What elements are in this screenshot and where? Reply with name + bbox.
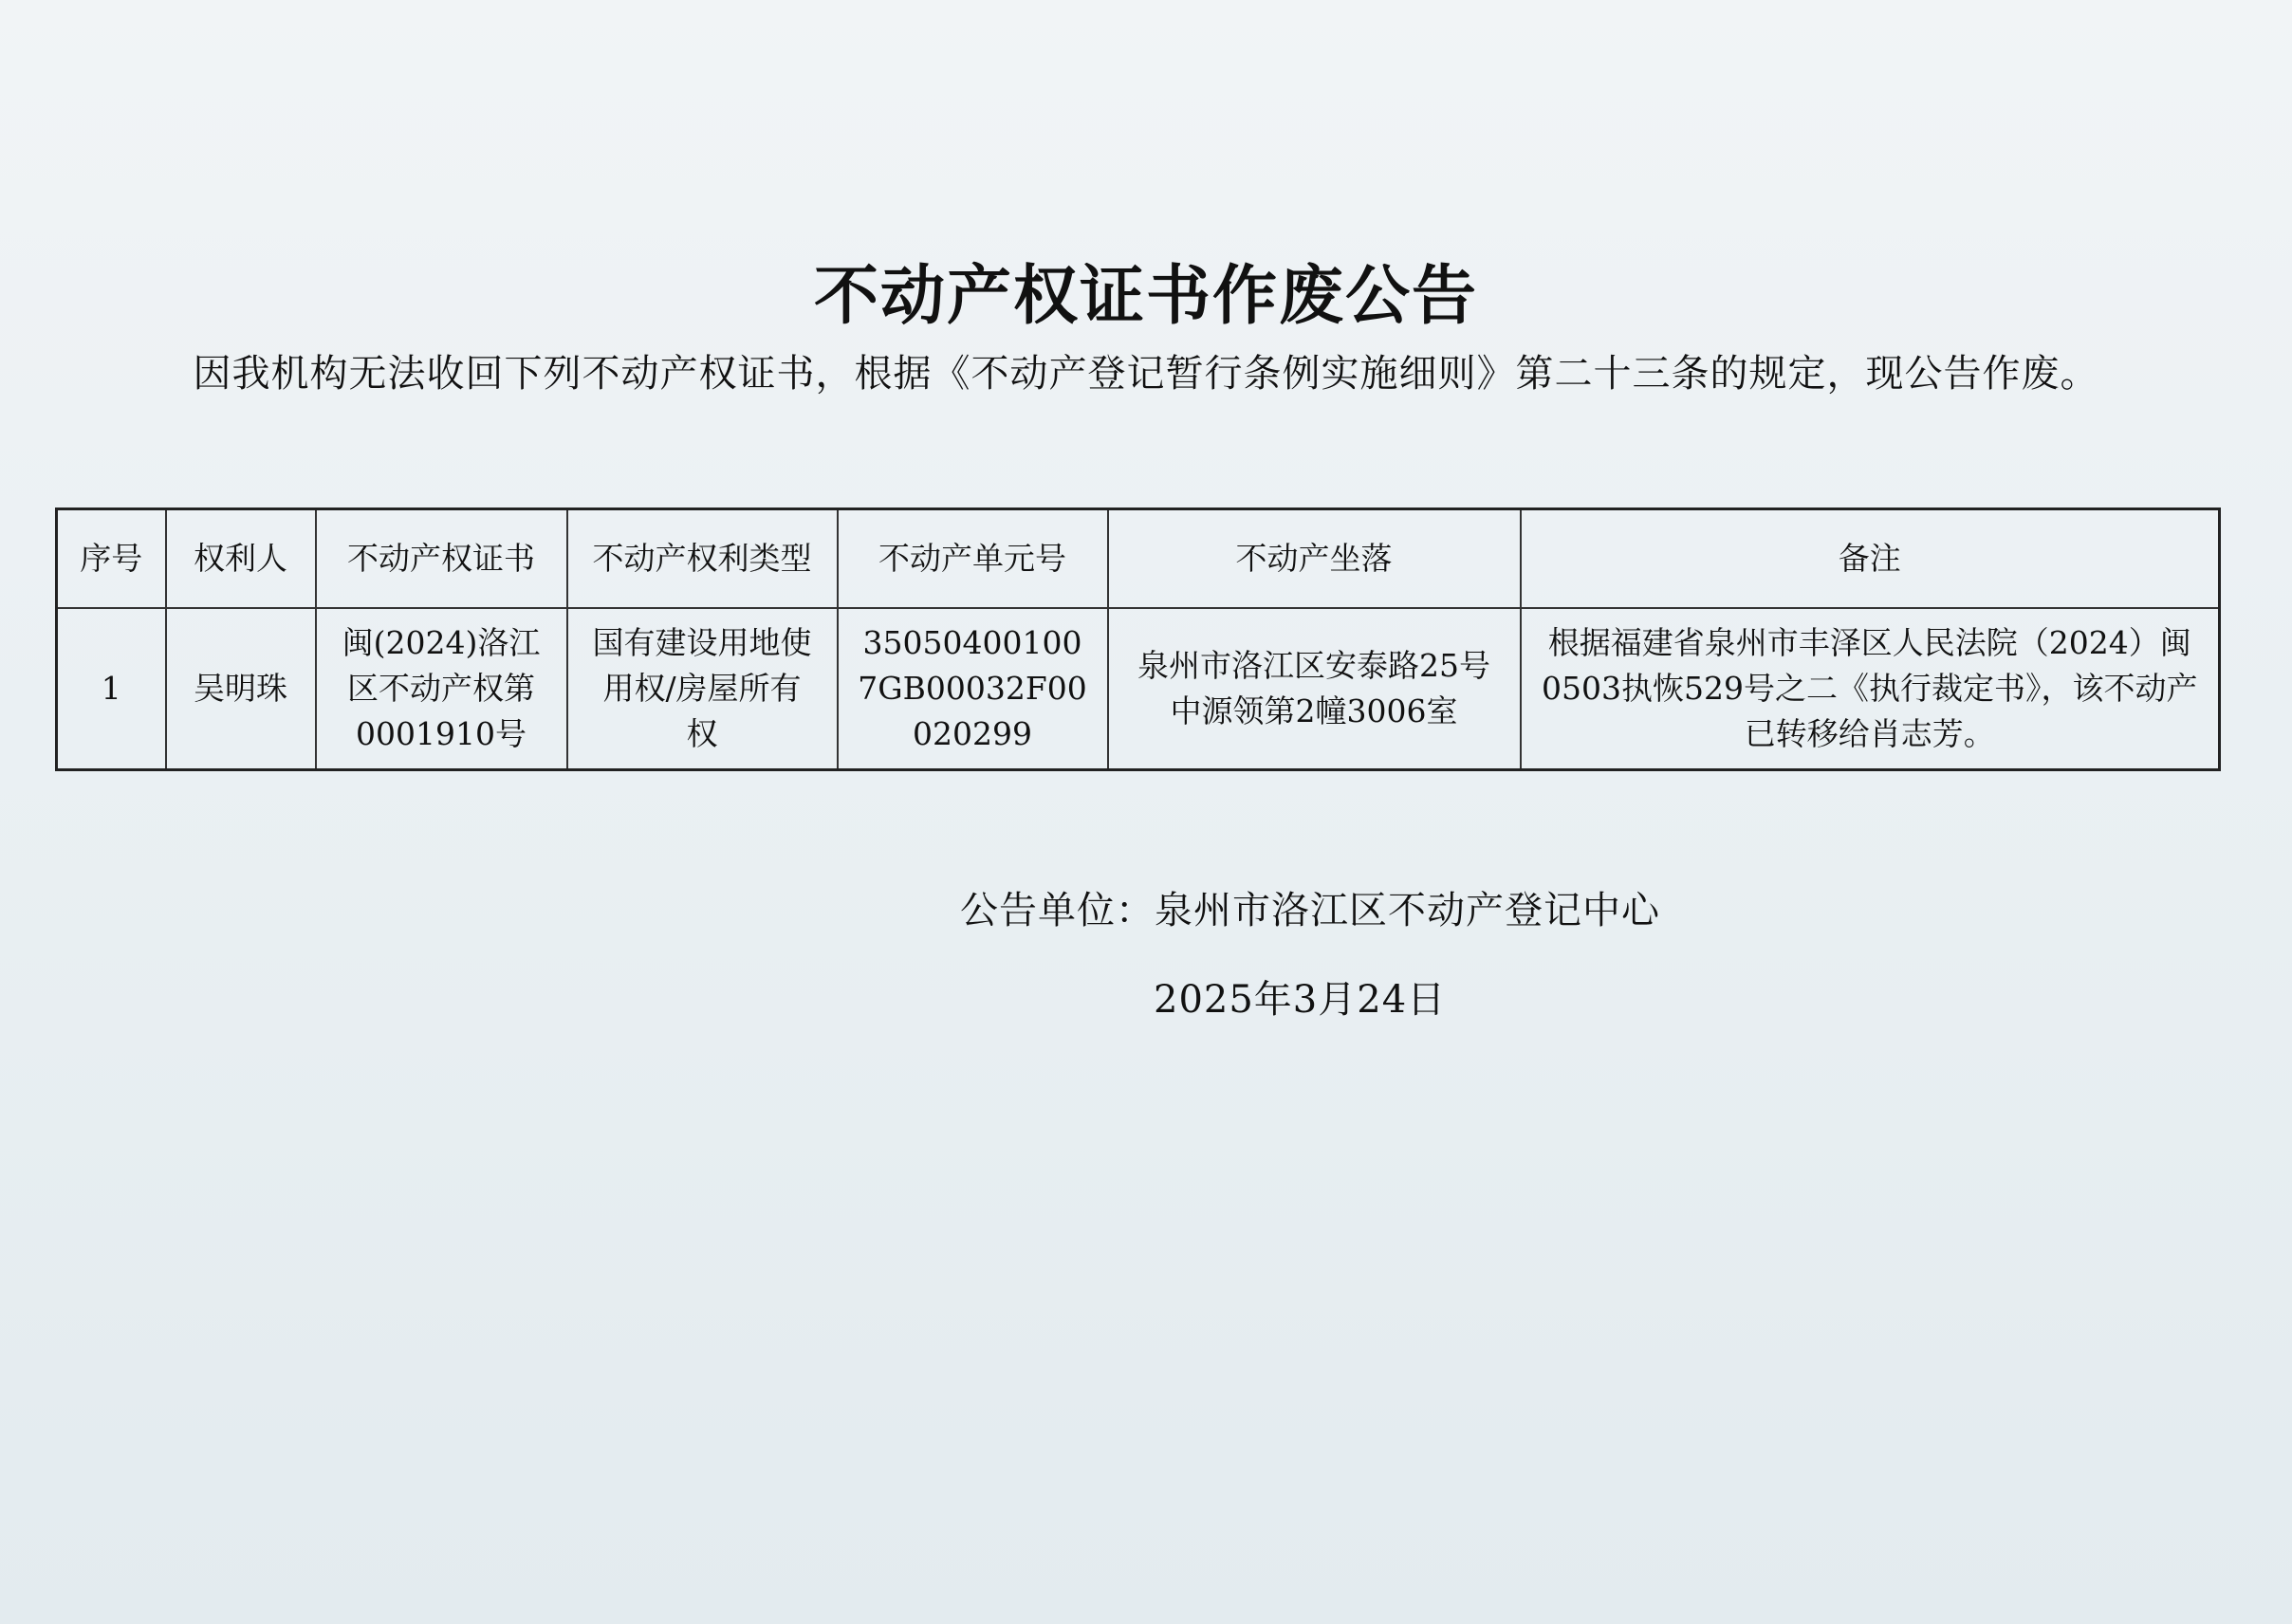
header-right-type: 不动产权利类型 bbox=[567, 509, 838, 609]
issue-date: 2025年3月24日 bbox=[1154, 978, 1447, 1022]
header-location: 不动产坐落 bbox=[1108, 509, 1521, 609]
header-index: 序号 bbox=[57, 509, 166, 609]
header-certificate: 不动产权证书 bbox=[316, 509, 567, 609]
cell-right-type: 国有建设用地使用权/房屋所有权 bbox=[567, 608, 838, 770]
header-remark: 备注 bbox=[1521, 509, 2220, 609]
cell-certificate: 闽(2024)洛江区不动产权第0001910号 bbox=[316, 608, 567, 770]
cell-index: 1 bbox=[57, 608, 166, 770]
table-row bbox=[57, 608, 2220, 770]
notice-title: 不动产权证书作废公告 bbox=[813, 259, 1478, 334]
cell-remark: 根据福建省泉州市丰泽区人民法院（2024）闽0503执恢529号之二《执行裁定书》，该不动产已转移给肖志芳。 bbox=[1521, 608, 2220, 770]
void-certificate-table bbox=[55, 508, 2221, 771]
cell-holder: 吴明珠 bbox=[166, 608, 316, 770]
notice-intro: 因我机构无法收回下列不动产权证书，根据《不动产登记暂行条例实施细则》第二十三条的规定，现公告作废。 bbox=[193, 352, 2099, 396]
cell-location: 泉州市洛江区安泰路25号中源领第2幢3006室 bbox=[1108, 608, 1521, 770]
cell-unit-number: 350504001007GB00032F00020299 bbox=[838, 608, 1108, 770]
issuing-unit: 公告单位：泉州市洛江区不动产登记中心 bbox=[960, 889, 1660, 932]
table-header-row bbox=[57, 509, 2220, 609]
header-unit-number: 不动产单元号 bbox=[838, 509, 1108, 609]
header-holder: 权利人 bbox=[166, 509, 316, 609]
